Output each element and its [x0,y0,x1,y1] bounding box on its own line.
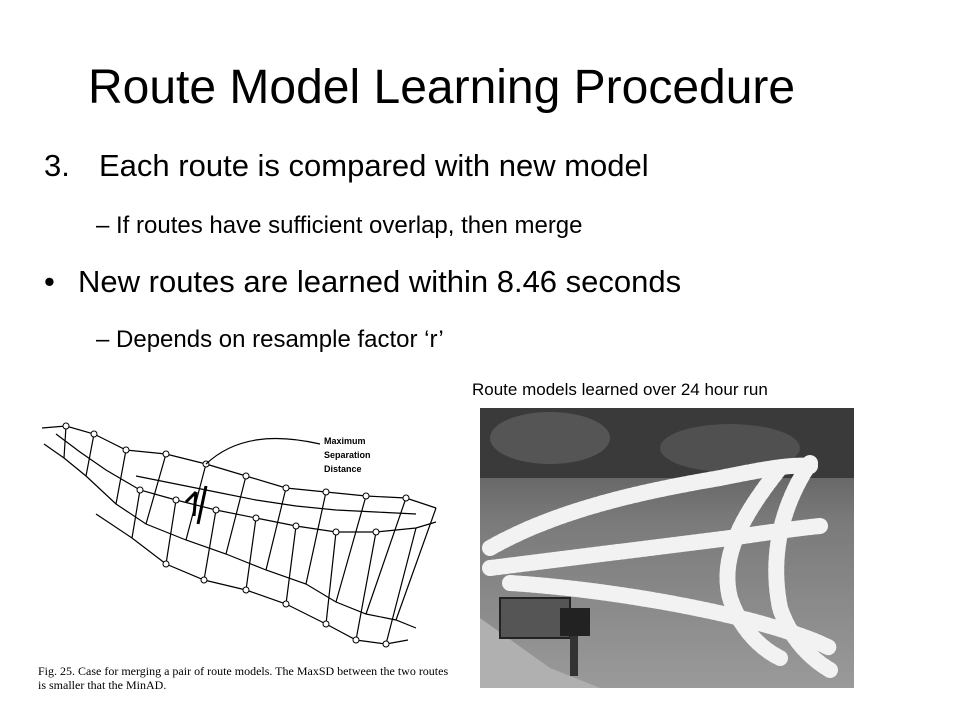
point-text: Each route is compared with new model [99,148,649,183]
annotation-line-1: Maximum [324,436,366,446]
numbered-point [44,146,649,186]
figure-caption: Fig. 25. Case for merging a pair of route models. The MaxSD between the two routes is smaller that the MinAD. [38,664,449,692]
bullet-text: New routes are learned within 8.46 seconds [78,264,682,299]
sub-point-merge: – If routes have sufficient overlap, then merge [96,212,583,239]
sub-point-resample: – Depends on resample factor ‘r’ [96,326,444,353]
route-model-diagram [36,414,450,694]
annotation-line-2: Separation [324,450,371,460]
bullet-marker: • [44,264,55,299]
point-number: 3. [44,148,70,183]
annotation-line-3: Distance [324,464,362,474]
photo-caption: Route models learned over 24 hour run [472,380,768,399]
bullet-point [44,262,681,302]
route-photo [480,408,854,688]
slide-title: Route Model Learning Procedure [88,61,796,114]
